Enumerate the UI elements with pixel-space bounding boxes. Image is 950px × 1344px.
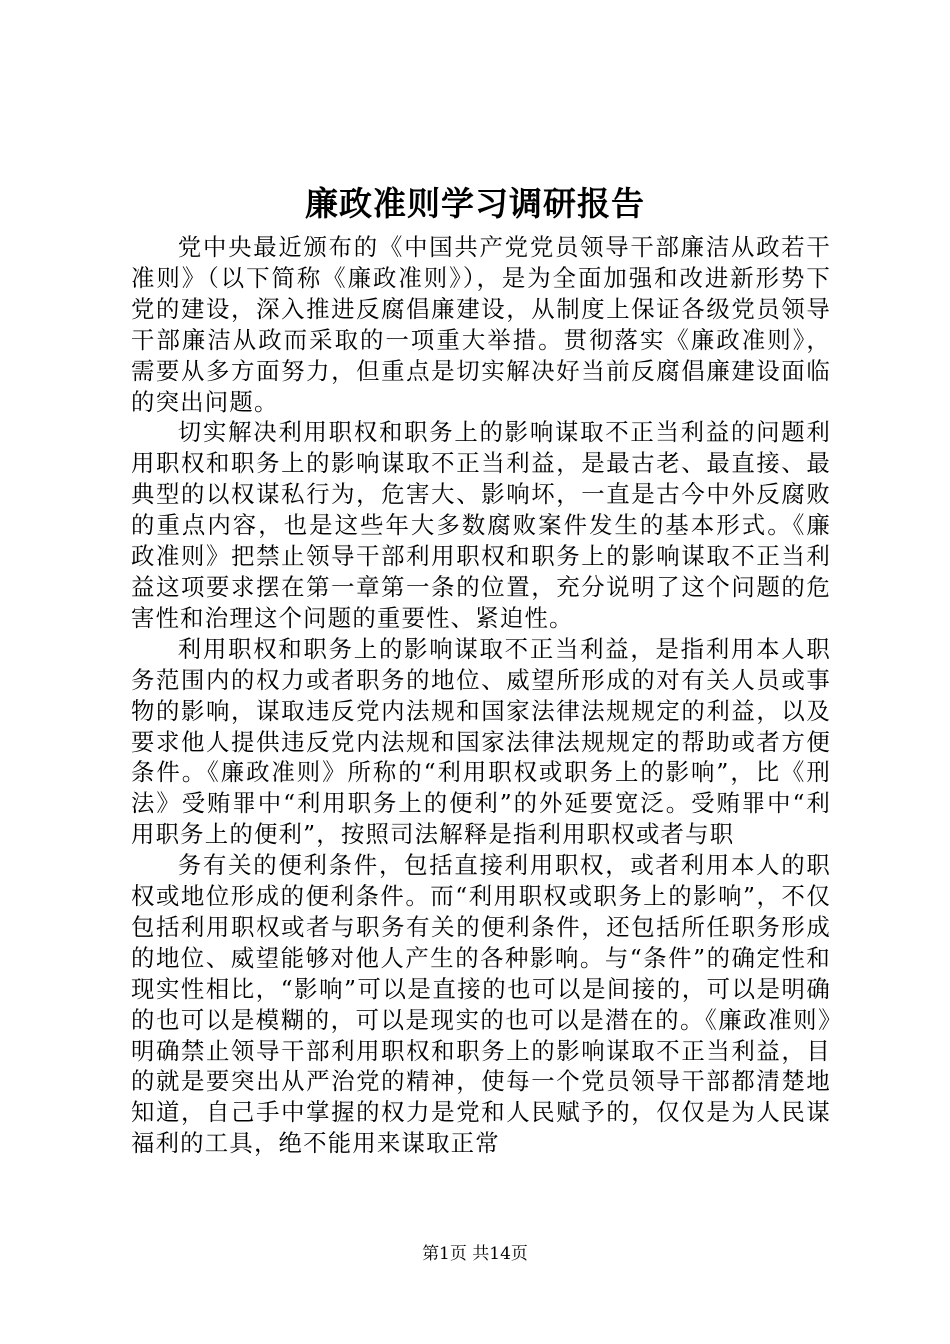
paragraph-1: 党中央最近颁布的《中国共产党党员领导干部廉洁从政若干准则》（以下简称《廉政准则》），是为全面加强和改进新形势下党的建设，深入推进反腐倡廉建设，从制度上保证各级党员领导干部廉洁从政而采取的一项重大举措。贯彻落实《廉政准则》，需要从多方面努力，但重点是切实解决好当前反腐倡廉建设面临的突出问题。 bbox=[131, 233, 831, 416]
document-body bbox=[131, 232, 831, 1159]
page-number-footer: 第1页 共14页 bbox=[422, 1244, 528, 1264]
document-title: 廉政准则学习调研报告 bbox=[305, 184, 645, 223]
paragraph-4: 务有关的便利条件，包括直接利用职权，或者利用本人的职权或地位形成的便利条件。而“利用职权或职务上的影响”，不仅包括利用职权或者与职务有关的便利条件，还包括所任职务形成的地位、威望能够对他人产生的各种影响。与“条件”的确定性和现实性相比，“影响”可以是直接的也可以是间接的，可以是明确的也可以是模糊的，可以是现实的也可以是潜在的。《廉政准则》明确禁止领导干部利用职权和职务上的影响谋取不正当利益，目的就是要突出从严治党的精神，使每一个党员领导干部都清楚地知道，自己手中掌握的权力是党和人民赋予的，仅仅是为人民谋福利的工具，绝不能用来谋取正常 bbox=[131, 851, 831, 1158]
paragraph-2: 切实解决利用职权和职务上的影响谋取不正当利益的问题利用职权和职务上的影响谋取不正当利益，是最古老、最直接、最典型的以权谋私行为，危害大、影响坏，一直是古今中外反腐败的重点内容，也是这些年大多数腐败案件发生的基本形式。《廉政准则》把禁止领导干部利用职权和职务上的影响谋取不正当利益这项要求摆在第一章第一条的位置，充分说明了这个问题的危害性和治理这个问题的重要性、紧迫性。 bbox=[131, 418, 831, 632]
paragraph-3: 利用职权和职务上的影响谋取不正当利益，是指利用本人职务范围内的权力或者职务的地位、威望所形成的对有关人员或事物的影响，谋取违反党内法规和国家法律法规规定的利益，以及要求他人提供违反党内法规和国家法律法规规定的帮助或者方便条件。《廉政准则》所称的“利用职权或职务上的影响”，比《刑法》受贿罪中“利用职务上的便利”的外延要宽泛。受贿罪中“利用职务上的便利”，按照司法解释是指利用职权或者与职 bbox=[131, 634, 831, 849]
